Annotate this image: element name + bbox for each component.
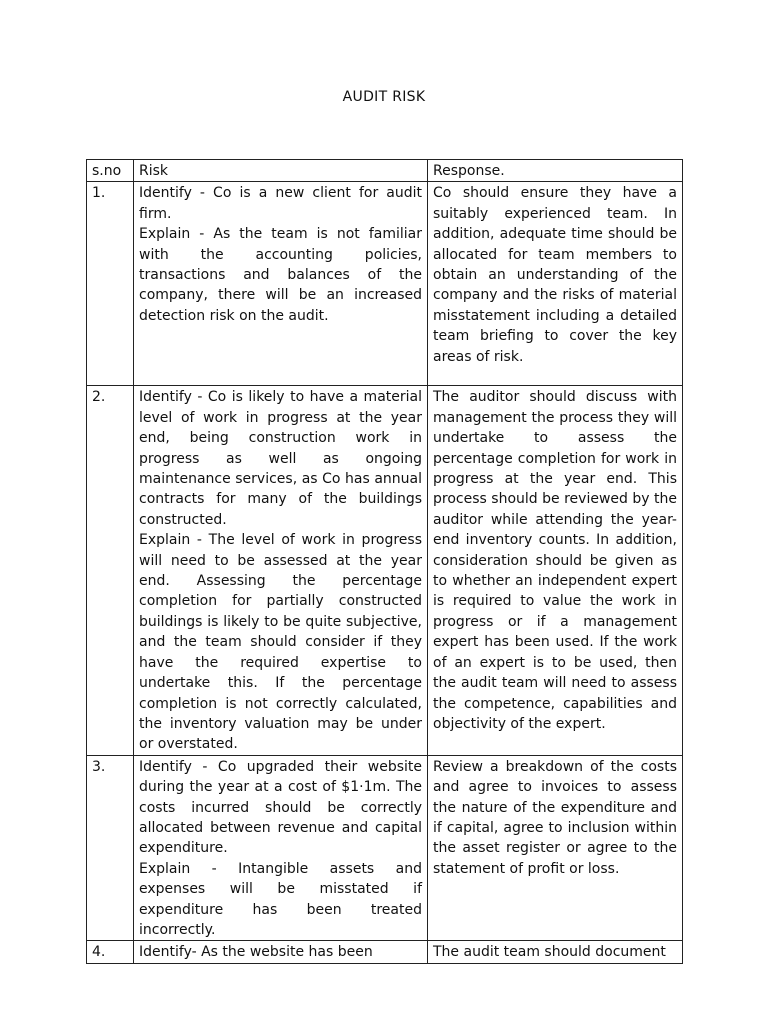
risk-identify: Identify - Co is a new client for audit firm. (139, 185, 422, 222)
row-number: 3. (87, 755, 134, 941)
risk-identify: Identify- As the website has been (139, 944, 373, 961)
risk-identify: Identify - Co upgraded their website during the year at a cost of $1·1m. The costs incurred should be correctly allocated between revenue and capital expenditure. (139, 758, 422, 857)
row-number: 2. (87, 386, 134, 755)
risk-cell (134, 755, 428, 941)
row-number: 4. (87, 941, 134, 963)
header-sno: s.no (87, 160, 134, 182)
response-cell: The auditor should discuss with management the process they will undertake to assess the percentage completion for work in progress at the year end. This process should be reviewed by the auditor while attending the year-end inventory counts. In addition, consideration should be given as to whether an independent expert is required to value the work in progress or if a management expert has been used. If the work of an expert is to be used, then the audit team will need to assess the competence, capabilities and objectivity of the expert. (428, 386, 683, 755)
table-row (87, 941, 683, 963)
table-row (87, 755, 683, 941)
risk-cell (134, 386, 428, 755)
table-row (87, 386, 683, 755)
risk-explain: Explain - The level of work in progress will need to be assessed at the year end. Assessing the percentage completion for partially constructed buildings is likely to be quite subjective, and the team should consider if they have the required expertise to undertake this. If the percentage completion is not correctly calculated, the inventory valuation may be under or overstated. (139, 532, 422, 753)
risk-explain: Explain - As the team is not familiar with the accounting policies, transactions and balances of the company, there will be an increased detection risk on the audit. (139, 226, 422, 324)
row-number: 1. (87, 182, 134, 386)
table-header-row (87, 160, 683, 182)
risk-identify: Identify - Co is likely to have a material level of work in progress at the year end, being construction work in progress as well as ongoing maintenance services, as Co has annual contracts for many of the buildings constructed. (139, 389, 422, 528)
risk-cell (134, 182, 428, 386)
header-response: Response. (428, 160, 683, 182)
page-title: AUDIT RISK (342, 89, 426, 105)
response-cell: Co should ensure they have a suitably experienced team. In addition, adequate time should be allocated for team members to obtain an understanding of the company and the risks of material misstatement including a detailed team briefing to cover the key areas of risk. (428, 182, 683, 386)
table-row (87, 182, 683, 386)
response-cell: Review a breakdown of the costs and agree to invoices to assess the nature of the expenditure and if capital, agree to inclusion within the asset register or agree to the statement of profit or loss. (428, 755, 683, 941)
audit-risk-table (86, 159, 683, 964)
risk-explain: Explain - Intangible assets and expenses will be misstated if expenditure has been treated incorrectly. (139, 860, 422, 938)
response-cell: The audit team should document (428, 941, 683, 963)
risk-cell (134, 941, 428, 963)
header-risk: Risk (134, 160, 428, 182)
